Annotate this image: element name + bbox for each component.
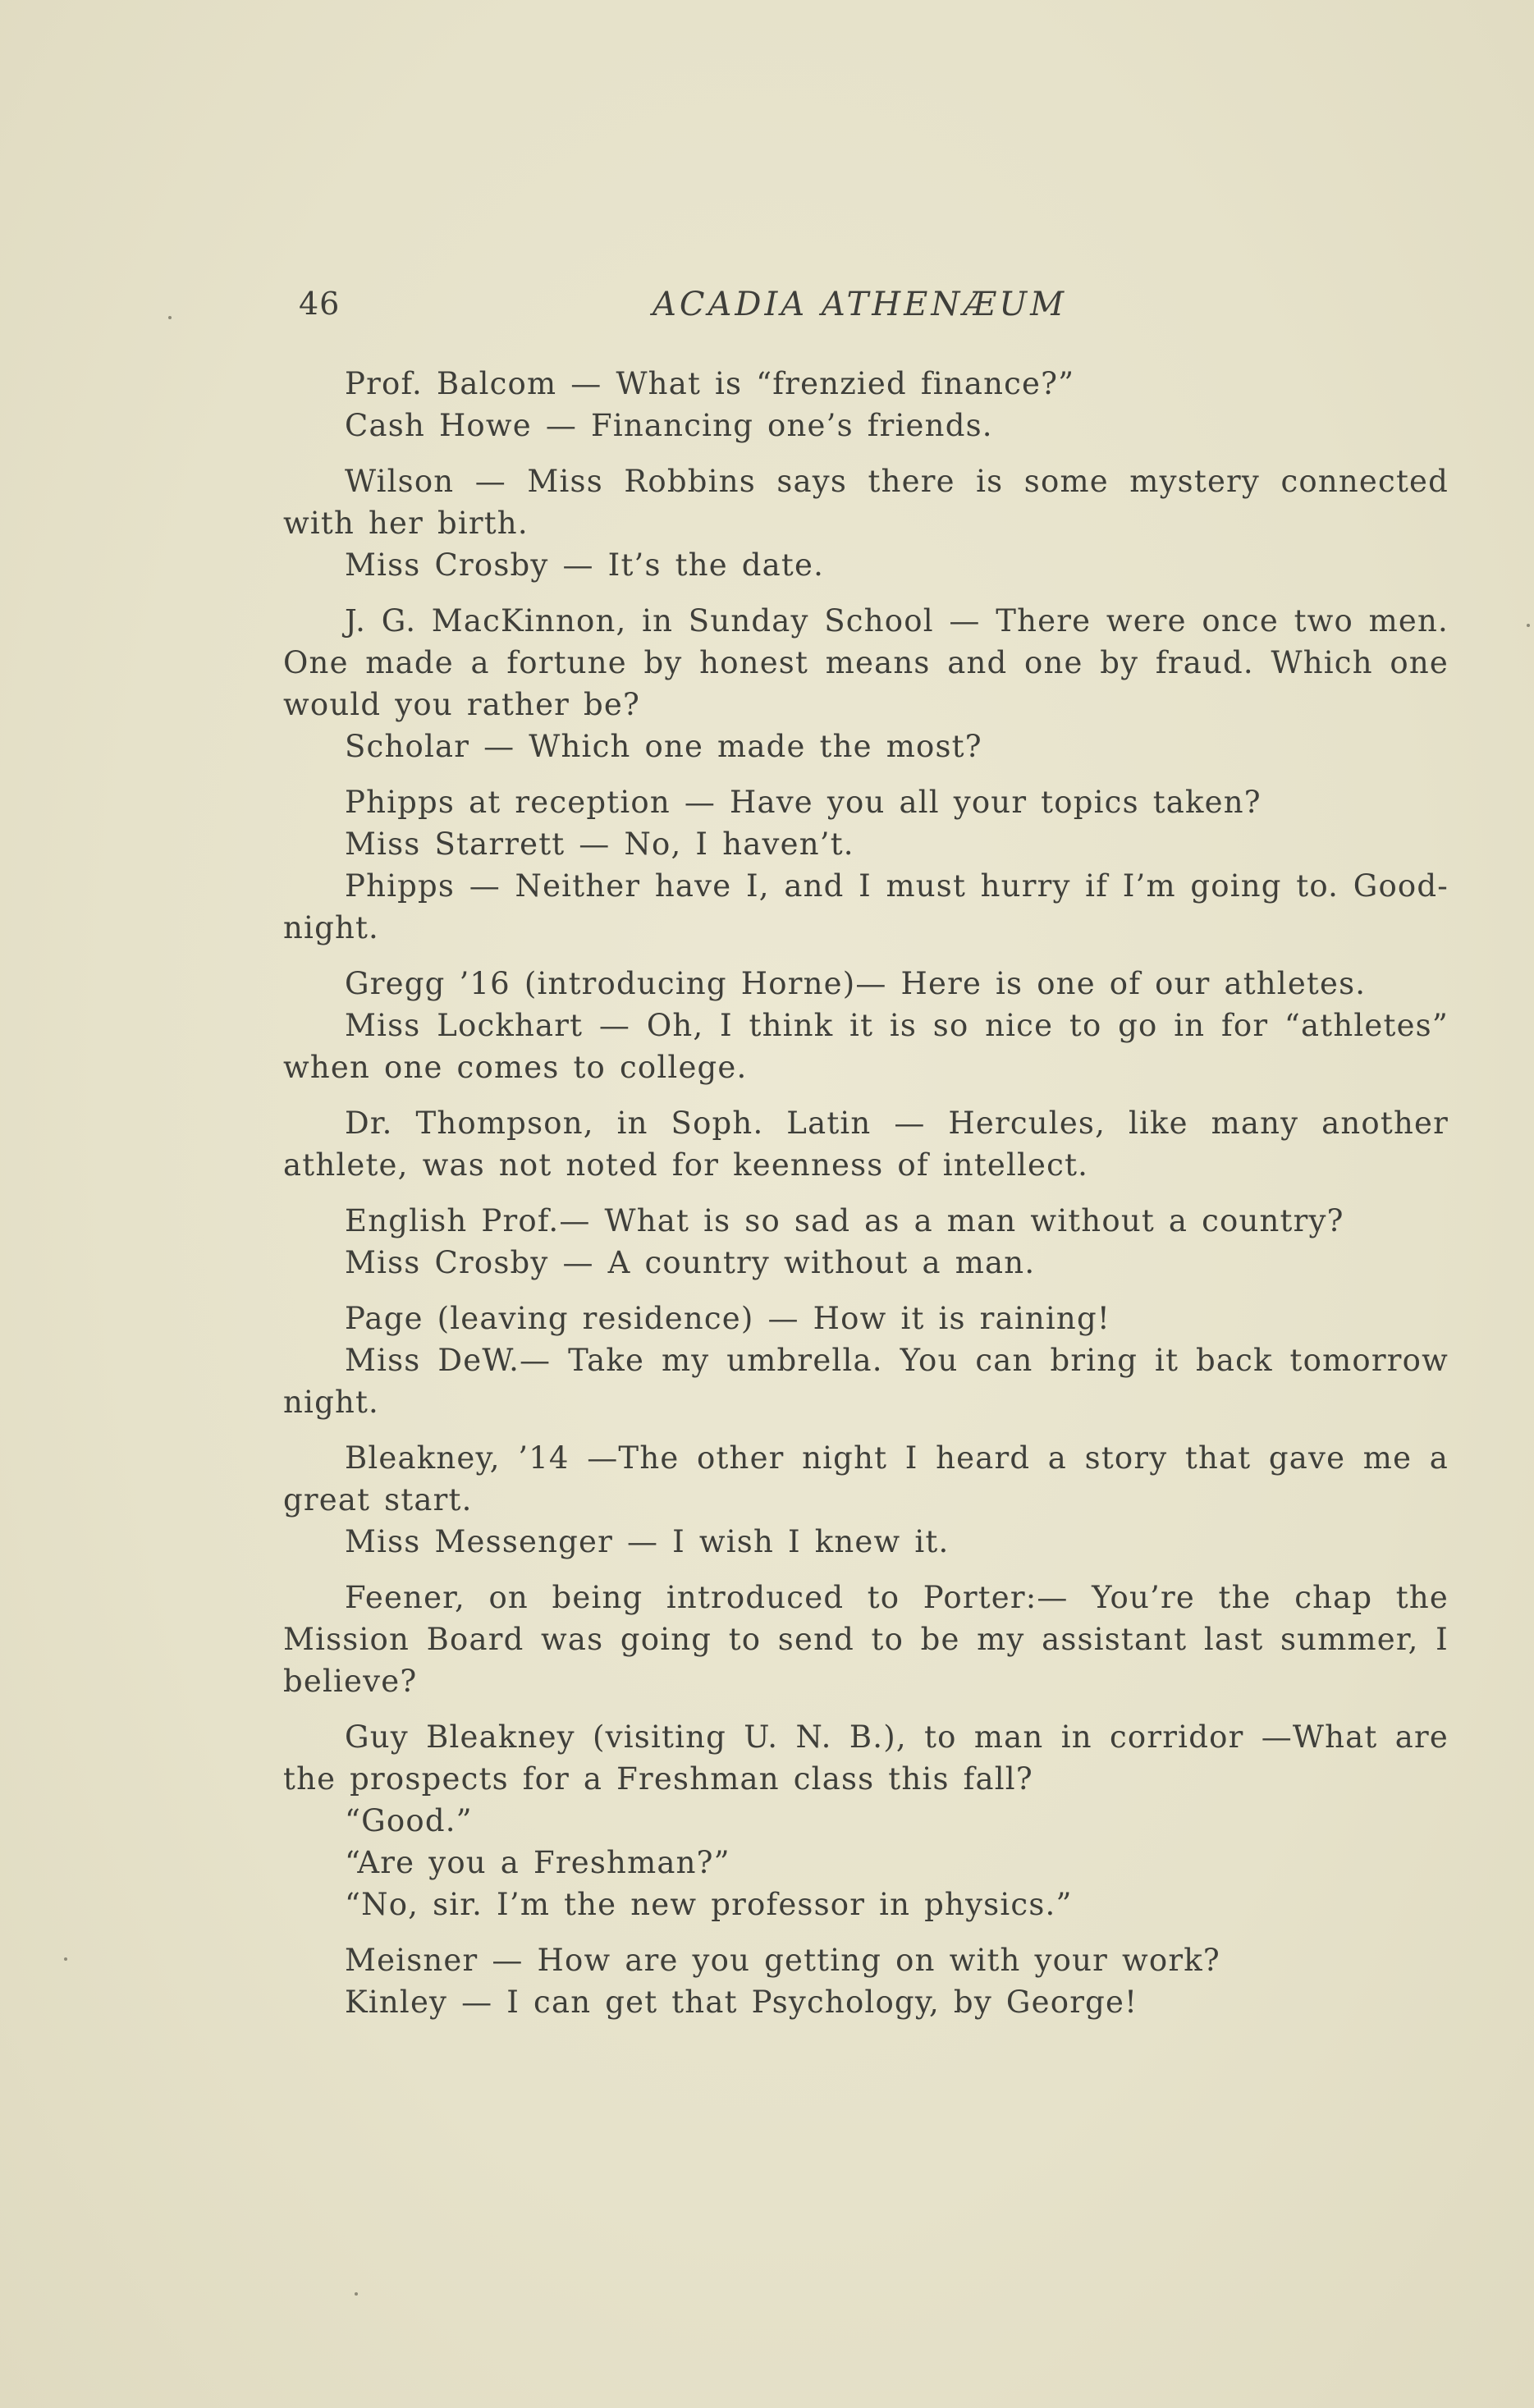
paragraph: Bleakney, ’14 —The other night I heard a story that gave me a great start. (283, 1440, 1449, 1518)
paragraph: Wilson — Miss Robbins says there is some mystery connected with her birth. (283, 464, 1449, 541)
paragraph: “Are you a Freshman?” (345, 1845, 730, 1880)
paragraph: Scholar — Which one made the most? (345, 729, 982, 764)
joke-column (283, 363, 1449, 2023)
paragraph: Meisner — How are you getting on with your work? (345, 1943, 1220, 1978)
paragraph: “No, sir. I’m the new professor in physics.” (345, 1887, 1073, 1922)
paragraph: Cash Howe — Financing one’s friends. (345, 408, 993, 443)
paper-speck (64, 1957, 67, 1961)
paragraph: Miss Crosby — A country without a man. (345, 1245, 1036, 1280)
paper-speck (168, 316, 172, 319)
paragraph: Guy Bleakney (visiting U. N. B.), to man in corridor —What are the prospects for a Freshman class this fall? (283, 1719, 1449, 1797)
paragraph: Dr. Thompson, in Soph. Latin — Hercules, like many another athlete, was not noted for keenness of intellect. (283, 1106, 1449, 1183)
paragraph: Miss Messenger — I wish I knew it. (345, 1524, 950, 1559)
paragraph: Miss Starrett — No, I haven’t. (345, 826, 854, 862)
paragraph: Feener, on being introduced to Porter:— You’re the chap the Mission Board was going to send to be my assistant last summer, I believe? (283, 1580, 1449, 1699)
paragraph: English Prof.— What is so sad as a man without a country? (345, 1203, 1344, 1238)
paragraph: Miss DeW.— Take my umbrella. You can bring it back tomorrow night. (283, 1343, 1449, 1420)
paragraph: Miss Lockhart — Oh, I think it is so nice to go in for “athletes” when one comes to college. (283, 1008, 1449, 1085)
paragraph: “Good.” (345, 1803, 473, 1838)
paper-speck (355, 2292, 358, 2296)
page-number: 46 (299, 286, 341, 322)
paragraph: J. G. MacKinnon, in Sunday School — There were once two men. One made a fortune by honest means and one by fraud. Which one would you rather be? (283, 603, 1449, 722)
running-title: ACADIA ATHENÆUM (653, 286, 1068, 323)
paragraph: Prof. Balcom — What is “frenzied finance?” (345, 366, 1075, 401)
paragraph: Phipps — Neither have I, and I must hurry if I’m going to. Good-night. (283, 868, 1449, 945)
paragraph: Phipps at reception — Have you all your topics taken? (345, 785, 1262, 820)
paragraph: Miss Crosby — It’s the date. (345, 547, 825, 583)
paragraph: Gregg ’16 (introducing Horne)— Here is one of our athletes. (345, 966, 1367, 1001)
paragraph: Kinley — I can get that Psychology, by George! (345, 1985, 1138, 2020)
paper-speck (1527, 624, 1530, 627)
paragraph: Page (leaving residence) — How it is raining! (345, 1301, 1110, 1336)
